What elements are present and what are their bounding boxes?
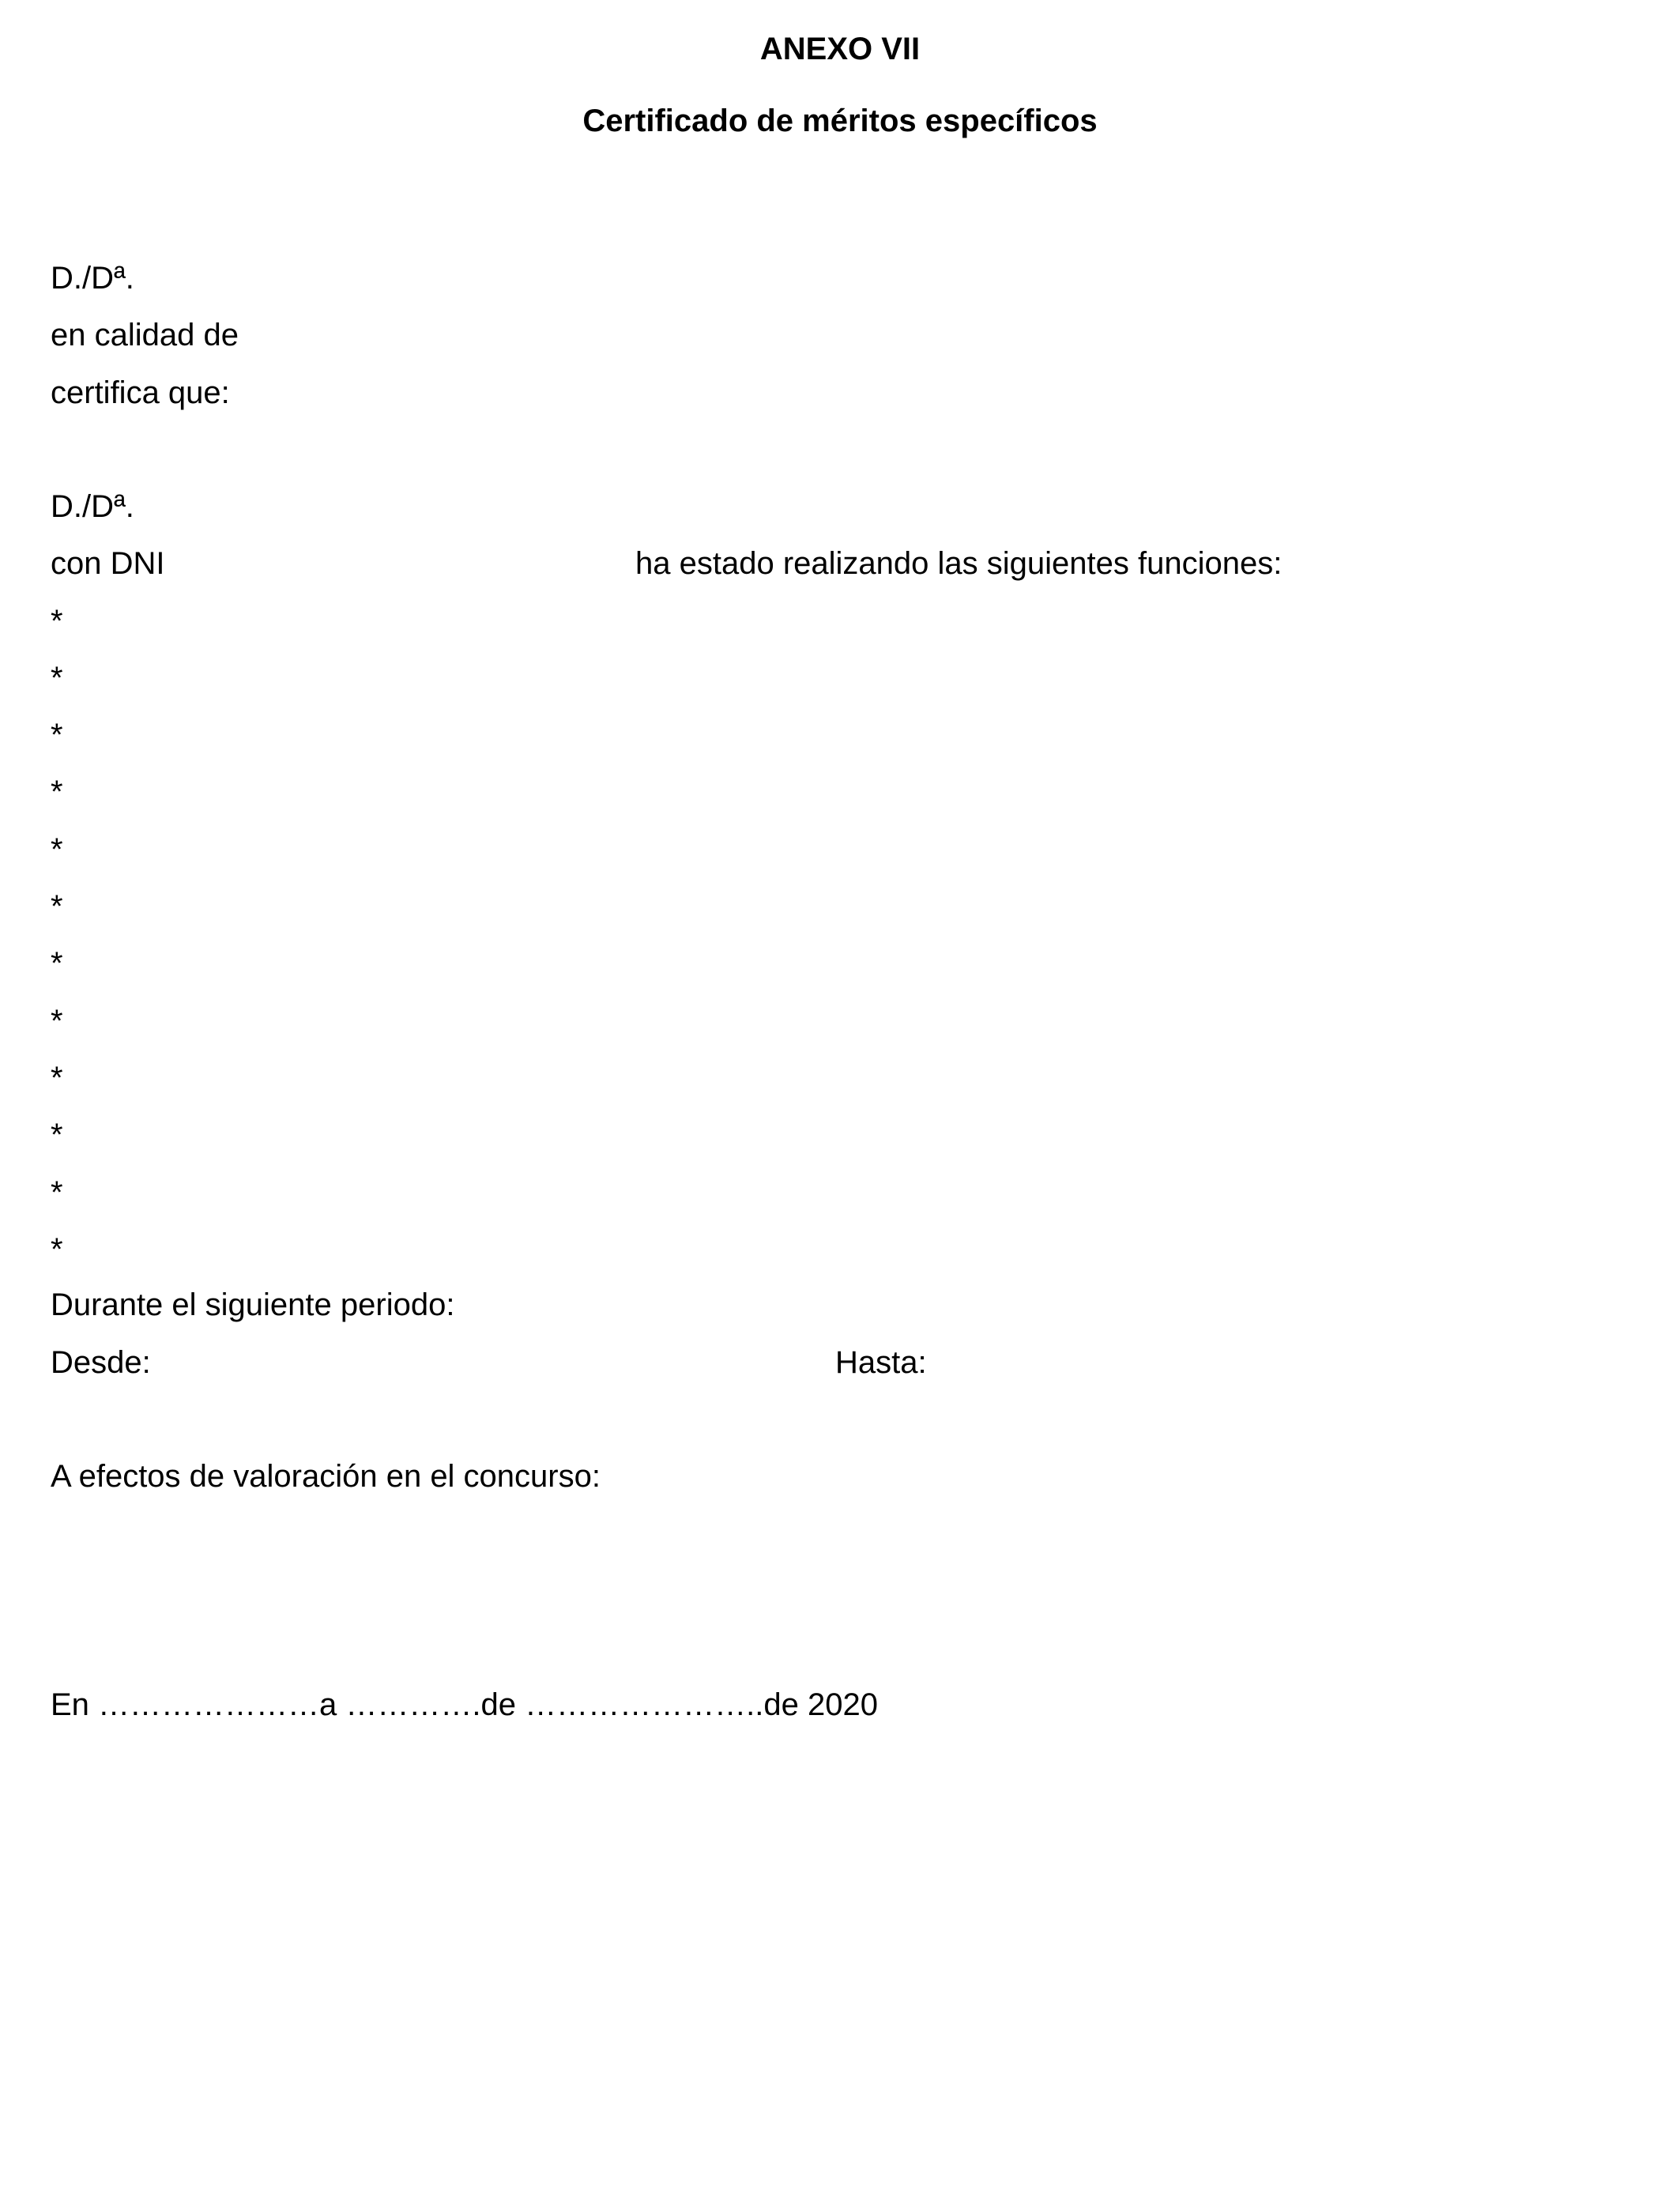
function-bullet: * (51, 775, 63, 809)
period-to-label: Hasta: (835, 1345, 927, 1380)
function-bullet: * (51, 1061, 63, 1095)
purpose-label: A efectos de valoración en el concurso: (51, 1459, 601, 1494)
annex-title: ANEXO VII (759, 32, 921, 66)
function-bullet: * (51, 889, 63, 924)
function-bullet: * (51, 1175, 63, 1210)
certifies-label: certifica que: (51, 375, 230, 410)
certifier-capacity-label: en calidad de (51, 318, 239, 352)
function-bullet: * (51, 1118, 63, 1152)
function-bullet: * (51, 946, 63, 981)
function-bullet: * (51, 1232, 63, 1267)
certifier-name-label: D./Dª. (51, 261, 134, 296)
subject-name-label: D./Dª. (51, 489, 134, 524)
functions-label: ha estado realizando las siguientes funciones: (635, 546, 1283, 581)
signature-place-date-line: En …………………a ………….de …………………..de 2020 (51, 1687, 878, 1722)
function-bullet: * (51, 661, 63, 696)
function-bullet: * (51, 604, 63, 639)
function-bullet: * (51, 718, 63, 752)
function-bullet: * (51, 1004, 63, 1039)
period-label: Durante el siguiente periodo: (51, 1287, 455, 1322)
dni-label: con DNI (51, 546, 165, 581)
function-bullet: * (51, 832, 63, 867)
period-from-label: Desde: (51, 1345, 151, 1380)
document-subtitle: Certificado de méritos específicos (582, 104, 1098, 138)
